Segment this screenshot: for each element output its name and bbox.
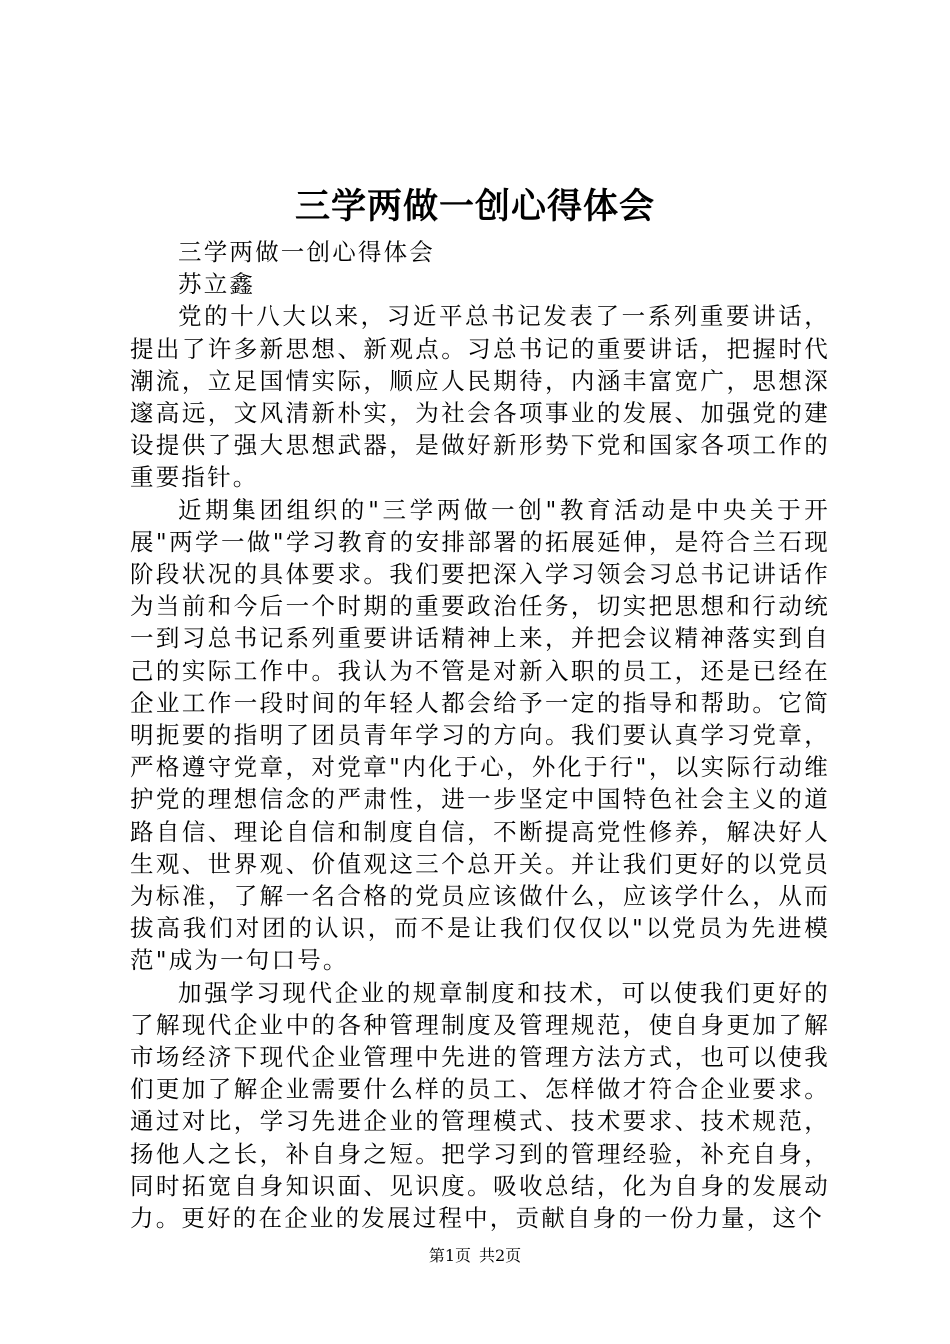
document-body [130,236,830,1234]
page-number-current: 第1页 [428,1246,471,1265]
document-title: 三学两做一创心得体会 [294,186,655,227]
paragraph-2: 近期集团组织的"三学两做一创"教育活动是中央关于开展"两学一做"学习教育的安排部署的拓展延伸，是符合兰石现阶段状况的具体要求。我们要把深入学习领会习总书记讲话作为当前和今后一个时期的重要政治任务，切实把思想和行动统一到习总书记系列重要讲话精神上来，并把会议精神落实到自己的实际工作中。我认为不管是对新入职的员工，还是已经在企业工作一段时间的年轻人都会给予一定的指导和帮助。它简明扼要的指明了团员青年学习的方向。我们要认真学习党章，严格遵守党章，对党章"内化于心，外化于行"，以实际行动维护党的理想信念的严肃性，进一步坚定中国特色社会主义的道路自信、理论自信和制度自信，不断提高党性修养，解决好人生观、世界观、价值观这三个总开关。并让我们更好的以党员为标准，了解一名合格的党员应该做什么，应该学什么，从而拔高我们对团的认识，而不是让我们仅仅以"以党员为先进模范"成为一句口号。 [130,495,830,975]
document-subtitle: 三学两做一创心得体会 [178,238,435,266]
paragraph-1: 党的十八大以来，习近平总书记发表了一系列重要讲话，提出了许多新思想、新观点。习总书记的重要讲话，把握时代潮流，立足国情实际，顺应人民期待，内涵丰富宽广，思想深邃高远，文风清新朴实，为社会各项事业的发展、加强党的建设提供了强大思想武器，是做好新形势下党和国家各项工作的重要指针。 [130,302,830,492]
page-footer [0,1245,950,1267]
page-number-total: 共2页 [479,1246,522,1265]
paragraph-3: 加强学习现代企业的规章制度和技术，可以使我们更好的了解现代企业中的各种管理制度及管理规范，使自身更加了解市场经济下现代企业管理中先进的管理方法方式，也可以使我们更加了解企业需要什么样的员工、怎样做才符合企业要求。通过对比，学习先进企业的管理模式、技术要求、技术规范，扬他人之长，补自身之短。把学习到的管理经验，补充自身，同时拓宽自身知识面、见识度。吸收总结，化为自身的发展动力。更好的在企业的发展过程中，贡献自身的一份力量，这个 [130,978,830,1233]
document-author: 苏立鑫 [178,270,256,299]
